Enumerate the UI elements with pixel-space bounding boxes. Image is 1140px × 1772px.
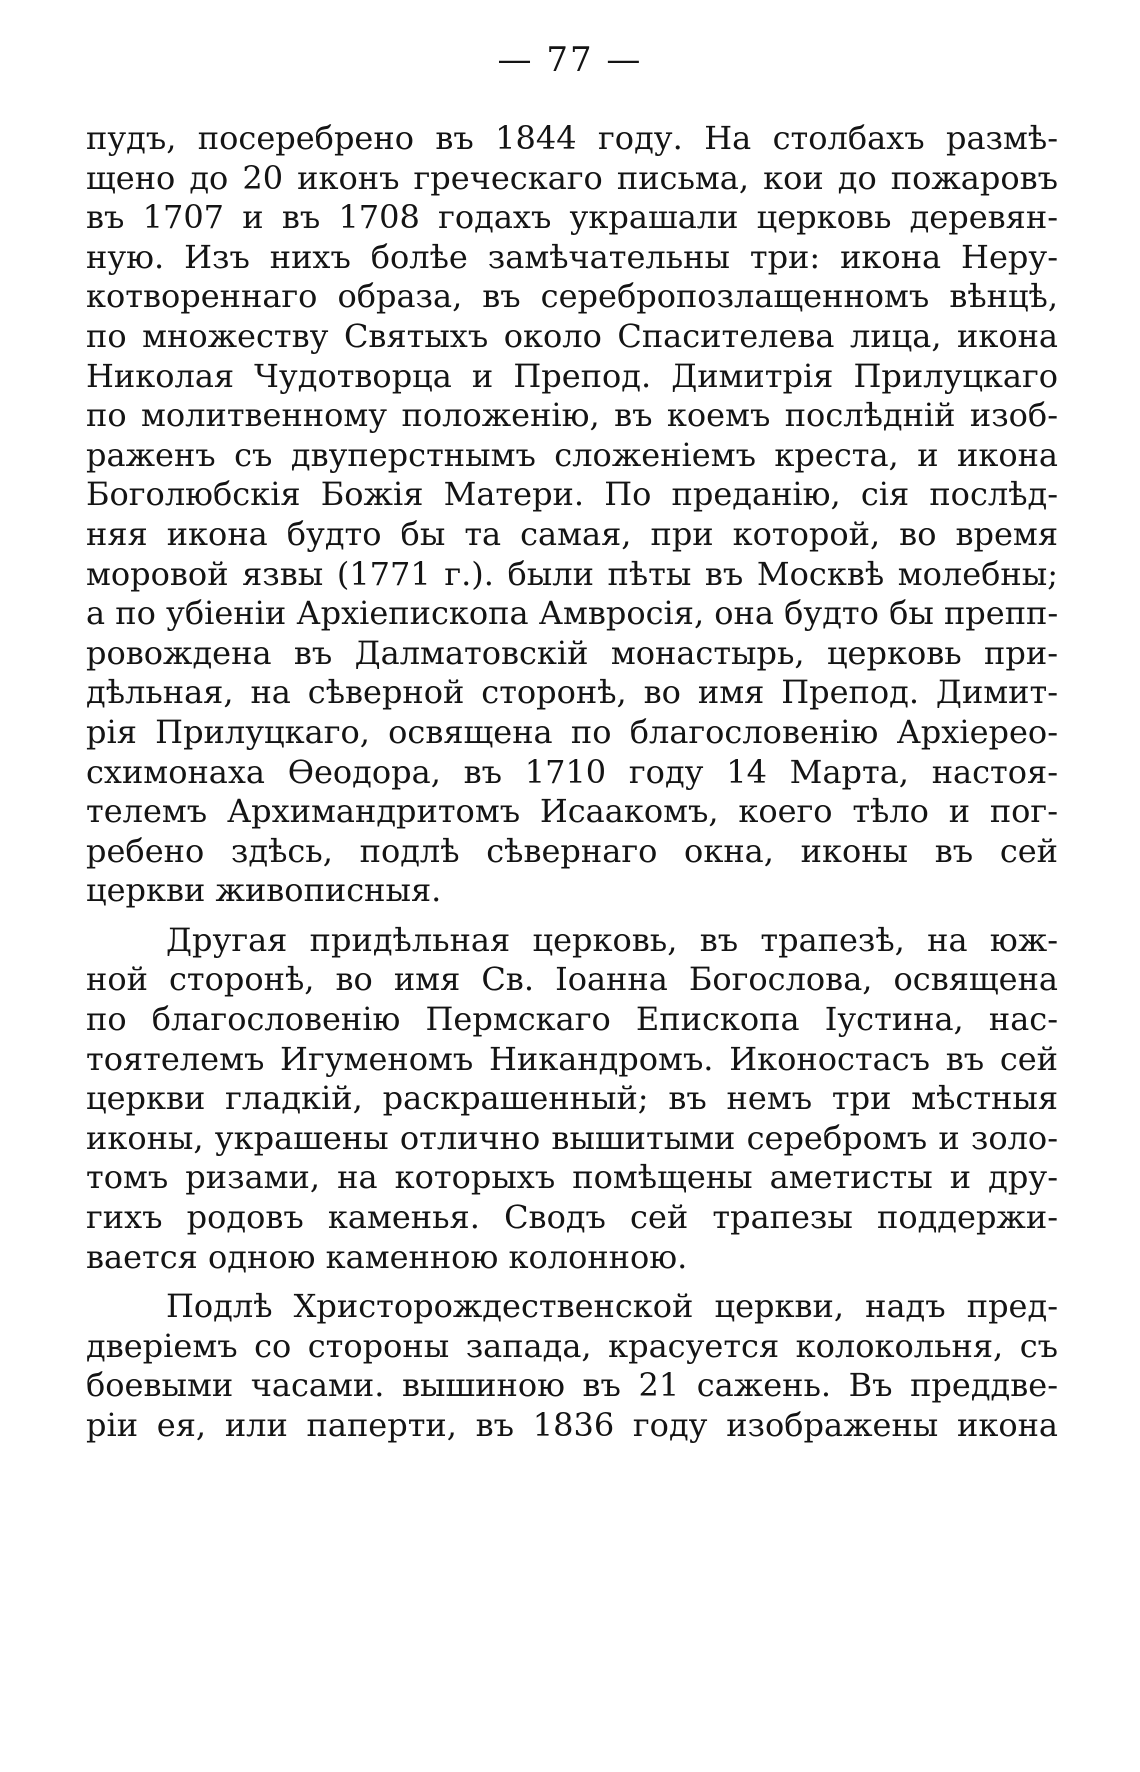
text-line: Другая придѣльная церковь, въ трапезѣ, на юж- — [166, 920, 1058, 959]
text-line: ную. Изъ нихъ болѣе замѣчательны три: икона Неру- — [86, 237, 1058, 276]
text-line: томъ ризами, на которыхъ помѣщены аметисты и дру- — [86, 1158, 1058, 1197]
paragraph-1 — [86, 119, 1058, 911]
text-line: Николая Чудотворца и Препод. Димитрія Прилуцкаго — [86, 356, 1058, 395]
text-body — [86, 119, 1058, 1446]
text-line: схимонаха Ѳеодора, въ 1710 году 14 Марта, настоя- — [86, 752, 1058, 791]
text-line: пудъ, посеребрено въ 1844 году. На столбахъ размѣ- — [86, 119, 1058, 157]
text-line: а по убіеніи Архіепископа Амвросія, она будто бы препп- — [86, 594, 1058, 633]
text-line: ріи ея, или паперти, въ 1836 году изображены икона — [86, 1406, 1058, 1444]
text-line: телемъ Архимандритомъ Исаакомъ, коего тѣло и пог- — [86, 792, 1058, 831]
text-line: по множеству Святыхъ около Спасителева лица, икона — [86, 316, 1058, 355]
text-line: иконы, украшены отлично вышитыми серебромъ и золо- — [86, 1118, 1058, 1157]
text-line: боевыми часами. вышиною въ 21 сажень. Въ преддве- — [86, 1366, 1058, 1405]
text-line: ровождена въ Далматовскій монастырь, церковь при- — [86, 633, 1058, 672]
text-line: дверіемъ со стороны запада, красуется колокольня, съ — [86, 1326, 1058, 1365]
page-number: — 77 — — [497, 40, 643, 80]
paragraph-3 — [86, 1287, 1058, 1445]
text-line: тоятелемъ Игуменомъ Никандромъ. Иконостасъ въ сей — [86, 1039, 1058, 1078]
text-line: вается одною каменною колонною. — [86, 1237, 688, 1276]
text-line: дѣльная, на сѣверной сторонѣ, во имя Препод. Димит- — [86, 673, 1058, 712]
text-line: раженъ съ двуперстнымъ сложеніемъ креста, и икона — [86, 435, 1058, 474]
text-line: Боголюбскія Божія Матери. По преданію, сія послѣд- — [86, 475, 1058, 514]
text-line: котвореннаго образа, въ серебропозлащенномъ вѣнцѣ, — [86, 277, 1058, 316]
text-line: щено до 20 иконъ греческаго письма, кои до пожаровъ — [86, 158, 1058, 197]
text-line: церкви живописныя. — [86, 871, 442, 910]
text-line: рія Прилуцкаго, освящена по благословенію Архіерео- — [86, 712, 1058, 751]
text-line: ребено здѣсь, подлѣ сѣвернаго окна, иконы въ сей — [86, 831, 1058, 870]
text-line: Подлѣ Христорождественской церкви, надъ пред- — [166, 1287, 1058, 1326]
text-line: няя икона будто бы та самая, при которой, во время — [86, 514, 1058, 553]
text-line: гихъ родовъ каменья. Сводъ сей трапезы поддержи- — [86, 1198, 1058, 1237]
text-line: ной сторонѣ, во имя Св. Іоанна Богослова, освящена — [86, 960, 1058, 999]
text-line: въ 1707 и въ 1708 годахъ украшали церковь деревян- — [86, 198, 1058, 237]
paragraph-2 — [86, 921, 1058, 1277]
text-line: моровой язвы (1771 г.). были пѣты въ Москвѣ молебны; — [86, 554, 1058, 593]
text-line: церкви гладкій, раскрашенный; въ немъ три мѣстныя — [86, 1079, 1058, 1118]
text-line: по молитвенному положенію, въ коемъ послѣдній изоб- — [86, 396, 1058, 435]
text-line: по благословенію Пермскаго Епископа Іустина, нас- — [86, 1000, 1058, 1039]
